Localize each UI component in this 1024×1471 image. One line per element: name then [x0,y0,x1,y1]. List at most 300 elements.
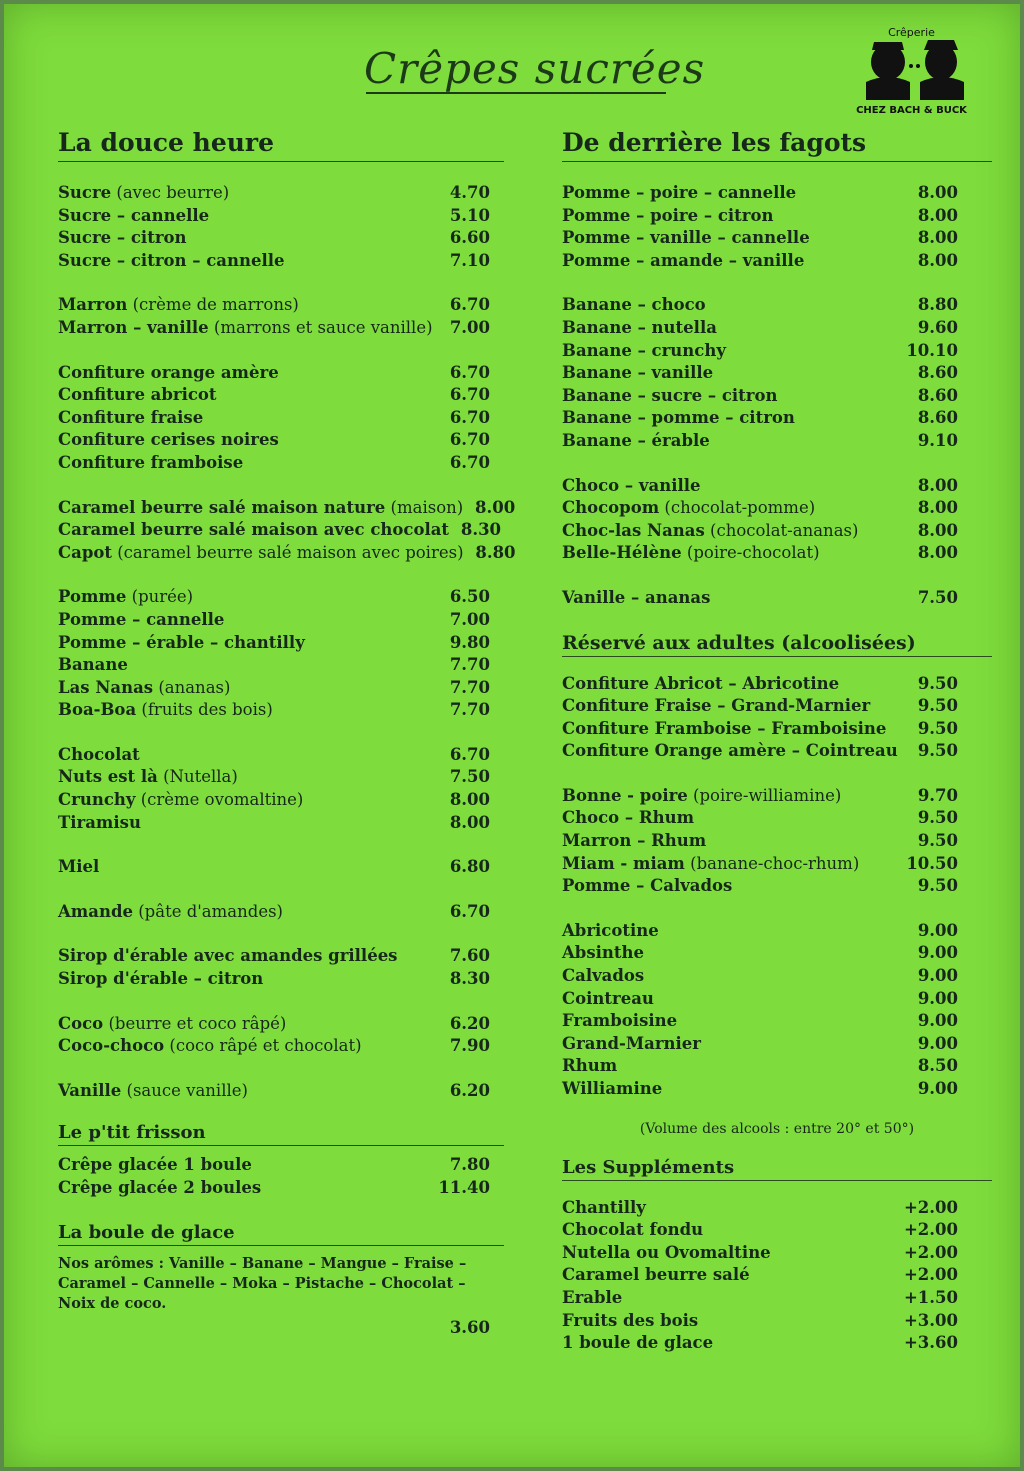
menu-item [58,1177,504,1200]
menu-group [58,182,504,272]
item-name [562,1287,622,1310]
menu-item [58,968,504,991]
item-label: Coco [58,1013,104,1033]
item-label: Confiture Orange amère – Cointreau [562,741,898,761]
menu-item [58,632,504,655]
menu-item [58,654,504,677]
item-price: 10.10 [906,340,958,360]
menu-item [562,920,992,943]
menu-item [562,1055,992,1078]
item-note: (caramel beurre salé maison avec poires) [112,542,464,562]
creperie-logo [844,26,979,116]
item-note: (maison) [385,497,464,517]
menu-group [562,785,992,898]
item-label: Pomme – érable – chantilly [58,632,305,652]
item-price: 7.70 [449,700,490,720]
douce-heure-list [58,182,516,1102]
section-title-boule-de-glace: La boule de glace [58,1222,504,1246]
item-name [562,942,644,965]
item-price: 4.70 [449,183,490,202]
menu-item [562,942,992,965]
item-note: (ananas) [153,677,231,697]
item-name [562,250,804,273]
item-label: Caramel beurre salé maison nature [58,497,386,517]
item-note: (chocolat-pomme) [659,498,816,518]
item-name [562,475,701,498]
item-price: 8.00 [917,250,958,270]
item-name [58,766,238,789]
item-name [562,520,858,543]
menu-item [58,452,504,475]
item-name [562,853,859,876]
item-label: Banane – crunchy [562,340,726,360]
item-label: Caramel beurre salé maison avec chocolat [58,520,450,540]
item-note: (crème ovomaltine) [135,790,304,810]
menu-item [562,317,992,340]
menu-item [562,830,992,853]
item-price: 8.30 [449,969,490,989]
item-label: Marron – Rhum [562,831,707,851]
item-price: 6.70 [449,430,490,450]
item-name [58,519,449,542]
item-label: Chocolat fondu [562,1220,704,1240]
item-label: Sirop d'érable avec amandes grillées [58,946,398,966]
item-label: Pomme – poire – cannelle [562,183,797,202]
menu-item [58,429,504,452]
item-price: 10.50 [906,853,958,873]
item-name [58,699,273,722]
item-label: Tiramisu [58,812,141,832]
item-price: 6.70 [449,744,490,764]
item-price: +2.00 [903,1220,958,1240]
menu-item [58,789,504,812]
item-price: 7.90 [449,1036,490,1056]
item-price: 6.20 [449,1013,490,1033]
silhouettes-icon [844,26,979,116]
item-name [562,830,706,853]
item-label: Sucre – citron – cannelle [58,250,285,270]
item-label: Crunchy [58,790,136,810]
item-label: Chocopom [562,498,660,518]
item-label: Banane – érable [562,430,710,450]
item-label: Sucre – citron [58,228,187,248]
menu-item [58,294,504,317]
item-price: 7.00 [449,317,490,337]
item-price: 6.20 [449,1080,490,1100]
menu-item [562,807,992,830]
menu-item [562,1219,992,1242]
menu-item [562,853,992,876]
menu-item [562,205,992,228]
item-label: Williamine [562,1079,663,1098]
item-label: Framboisine [562,1011,678,1031]
menu-item [562,1010,992,1033]
item-label: Pomme [58,587,127,607]
menu-item [562,875,992,898]
item-label: Confiture Fraise – Grand-Marnier [562,696,871,716]
item-name [562,1033,701,1056]
item-label: Confiture Framboise – Framboisine [562,718,887,738]
menu-group [562,475,992,565]
item-price: 9.50 [917,876,958,896]
item-name [58,945,397,968]
item-label: Crêpe glacée 1 boule [58,1155,252,1175]
menu-item [562,1197,992,1220]
item-price: 9.00 [917,1033,958,1053]
item-label: Confiture Abricot – Abricotine [562,673,840,693]
adultes-list [562,673,992,1101]
menu-item [562,988,992,1011]
item-label: Crêpe glacée 2 boules [58,1178,262,1197]
item-label: Banane [58,655,128,675]
logo-caption-bottom: CHEZ BACH & BUCK [856,105,967,116]
menu-item [58,1154,504,1177]
item-name [58,586,193,609]
item-name [562,497,815,520]
item-label: Banane – vanille [562,363,714,383]
menu-item [58,1080,504,1103]
item-price: 7.10 [449,250,490,270]
item-name [562,1197,646,1220]
item-name [562,1010,677,1033]
item-label: Capot [58,542,112,562]
item-price: 7.70 [449,655,490,675]
item-label: Amande [58,901,133,921]
item-label: Sucre – cannelle [58,205,210,225]
item-price: 6.70 [449,901,490,921]
ptit-frisson-list [58,1154,504,1199]
item-name [58,856,99,879]
item-price: 9.50 [917,741,958,761]
item-price: 9.50 [917,696,958,716]
item-label: Coco-choco [58,1036,165,1056]
item-label: 1 boule de glace [562,1333,714,1353]
item-name [58,677,230,700]
item-name [562,182,796,205]
item-note: (marrons et sauce vanille) [208,317,433,337]
item-name [562,205,774,228]
item-price: 8.00 [917,520,958,540]
menu-item [562,250,992,273]
menu-item [562,497,992,520]
item-label: Pomme – vanille – cannelle [562,228,810,248]
item-price: 6.70 [449,295,490,315]
section-title-ptit-frisson: Le p'tit frisson [58,1122,504,1146]
item-price: 9.50 [917,673,958,693]
item-price: 9.00 [917,1079,958,1098]
item-label: Banane – choco [562,295,706,315]
item-label: Confiture cerises noires [58,430,279,450]
item-name [58,1154,252,1177]
item-name [58,429,279,452]
menu-item [562,520,992,543]
item-label: Vanille – ananas [562,587,711,607]
item-label: Confiture orange amère [58,362,279,382]
item-name [562,430,710,453]
item-name [58,362,279,385]
item-label: Belle-Hélène [562,543,682,563]
item-label: Caramel beurre salé [562,1265,750,1285]
menu-item [562,965,992,988]
menu-item [58,407,504,430]
menu-item [562,294,992,317]
menu-item [562,1078,992,1101]
item-name [58,812,141,835]
item-name [58,294,299,317]
item-label: Sirop d'érable – citron [58,969,264,989]
item-price: 8.60 [917,385,958,405]
menu-item [58,362,504,385]
item-price: 6.80 [449,857,490,877]
item-price: 8.00 [475,497,516,517]
right-column [562,128,992,1377]
item-price: 6.70 [449,407,490,427]
item-label: Las Nanas [58,677,154,697]
item-price: 6.70 [449,362,490,382]
item-name [58,497,463,520]
section-title-supplements: Les Suppléments [562,1157,992,1181]
item-name [562,965,644,988]
item-name [58,227,187,250]
item-price: 9.50 [917,808,958,828]
item-name [562,695,870,718]
menu-item [562,1242,992,1265]
item-price: 7.50 [917,587,958,607]
item-label: Choco – vanille [562,475,701,495]
fagots-list [562,182,992,610]
item-price: 8.00 [449,790,490,810]
item-name [562,785,841,808]
menu-group [58,497,516,565]
item-price: 9.00 [917,988,958,1008]
item-label: Confiture abricot [58,385,217,405]
item-note: (poire-chocolat) [681,543,820,563]
item-note: (fruits des bois) [136,700,273,720]
menu-item [562,227,992,250]
menu-item [58,205,504,228]
item-note: (pâte d'amandes) [132,901,283,921]
item-name [58,789,303,812]
item-label: Banane – nutella [562,317,717,337]
menu-item [562,740,992,763]
item-price: 9.00 [917,966,958,986]
menu-item [58,182,504,205]
item-name [562,542,820,565]
item-name [58,542,464,565]
item-price: 9.00 [917,1011,958,1031]
item-name [58,182,229,205]
item-price: 9.00 [917,920,958,940]
item-price: 9.00 [917,943,958,963]
item-name [58,1035,362,1058]
item-price: +3.00 [903,1310,958,1330]
menu-item [562,340,992,363]
item-price: 7.80 [449,1155,490,1175]
item-name [562,1242,771,1265]
menu-item [58,586,504,609]
item-price: 8.60 [917,363,958,383]
item-label: Choc-las Nanas [562,520,705,540]
item-price: 8.80 [917,295,958,315]
menu-group [562,294,992,452]
item-name [562,718,886,741]
item-label: Confiture framboise [58,452,244,472]
item-label: Vanille [58,1080,122,1100]
item-price: 7.60 [449,946,490,966]
item-note: (chocolat-ananas) [704,520,859,540]
item-label: Nuts est là [58,767,158,787]
menu-item [58,677,504,700]
section-title-fagots: De derrière les fagots [562,128,992,162]
item-name [58,407,203,430]
supplements-list [562,1197,992,1355]
item-name [562,1219,703,1242]
item-price: +2.00 [903,1197,958,1217]
menu-group [58,901,504,924]
item-label: Chocolat [58,744,140,764]
item-price: 9.60 [917,317,958,337]
item-price: 8.00 [449,812,490,832]
item-name [562,875,732,898]
item-label: Marron [58,295,128,315]
menu-sheet [4,4,1020,1467]
menu-item [562,362,992,385]
item-label: Pomme – poire – citron [562,205,774,225]
item-name [58,384,217,407]
menu-item [562,1332,992,1355]
menu-group [58,362,504,475]
menu-item [562,542,992,565]
item-label: Erable [562,1287,623,1307]
volume-note: (Volume des alcools : entre 20° et 50°) [639,1120,915,1137]
item-label: Abricotine [562,920,659,940]
menu-item [58,542,516,565]
menu-item [562,430,992,453]
item-name [562,1055,617,1078]
item-price: 6.70 [449,385,490,405]
item-price: 8.00 [917,475,958,495]
item-label: Pomme – cannelle [58,609,225,629]
item-name [562,988,654,1011]
item-label: Bonne - poire [562,785,688,805]
menu-group [58,586,504,722]
title-underline [366,92,666,94]
item-name [562,1264,750,1287]
item-name [58,968,263,991]
menu-item [58,744,504,767]
item-name [562,1332,713,1355]
item-label: Cointreau [562,988,654,1008]
menu-group [562,920,992,1101]
menu-item [58,250,504,273]
item-note: (banane-choc-rhum) [684,853,860,873]
menu-item [562,1287,992,1310]
item-name [562,673,839,696]
menu-item [58,812,504,835]
item-name [58,317,433,340]
item-price: 11.40 [438,1178,490,1197]
menu-item [58,856,504,879]
item-label: Absinthe [562,943,645,963]
glace-flavours-text: Nos arômes : Vanille – Banane – Mangue – Fraise – Caramel – Cannelle – Moka – Pistache – Chocolat – Noix de coco. [58,1254,467,1312]
item-price: 7.50 [449,767,490,787]
menu-item [562,1310,992,1333]
item-name [58,1013,286,1036]
item-note: (purée) [126,587,194,607]
item-price: 6.50 [449,587,490,607]
item-price: 8.60 [917,408,958,428]
menu-group [562,673,992,763]
menu-item [58,699,504,722]
item-price: 8.00 [917,183,958,202]
menu-group [562,182,992,272]
item-label: Banane – sucre – citron [562,385,778,405]
item-price: 9.70 [917,785,958,805]
menu-item [58,1013,504,1036]
item-price: +2.00 [903,1242,958,1262]
menu-item [58,519,504,542]
item-name [562,317,717,340]
item-label: Rhum [562,1056,618,1076]
item-name [58,901,283,924]
item-name [58,452,243,475]
section-title-adultes: Réservé aux adultes (alcoolisées) [562,632,992,657]
item-note: (poire-williamine) [687,785,842,805]
menu-group [562,587,992,610]
item-price: 8.80 [475,542,516,562]
item-price: 5.10 [449,205,490,225]
item-price: 8.00 [917,543,958,563]
menu-item [562,587,992,610]
item-name [562,340,726,363]
left-column [58,128,516,1337]
item-price: +3.60 [903,1333,958,1353]
menu-item [562,182,992,205]
item-name [562,1078,662,1101]
item-name [562,920,659,943]
menu-item [58,609,504,632]
menu-item [58,945,504,968]
item-price: 6.70 [449,452,490,472]
item-label: Choco – Rhum [562,808,695,828]
item-price: +2.00 [903,1265,958,1285]
item-price: 9.80 [449,632,490,652]
menu-item [562,385,992,408]
menu-group [58,1080,504,1103]
item-label: Pomme – amande – vanille [562,250,805,270]
item-price: 8.00 [917,205,958,225]
glace-price: 3.60 [449,1317,490,1337]
item-label: Calvados [562,966,645,986]
item-name [58,609,224,632]
item-label: Banane – pomme – citron [562,408,795,428]
item-price: 8.50 [917,1056,958,1076]
item-name [58,1080,248,1103]
menu-group [58,856,504,879]
item-note: (coco râpé et chocolat) [164,1036,362,1056]
item-label: Pomme – Calvados [562,876,733,896]
item-price: 9.10 [917,430,958,450]
menu-group [58,294,504,339]
item-label: Boa-Boa [58,700,137,720]
item-note: (beurre et coco râpé) [103,1013,287,1033]
item-name [562,587,710,610]
item-name [58,654,128,677]
item-name [58,205,209,228]
menu-item [58,901,504,924]
item-label: Confiture fraise [58,407,204,427]
item-name [562,227,810,250]
